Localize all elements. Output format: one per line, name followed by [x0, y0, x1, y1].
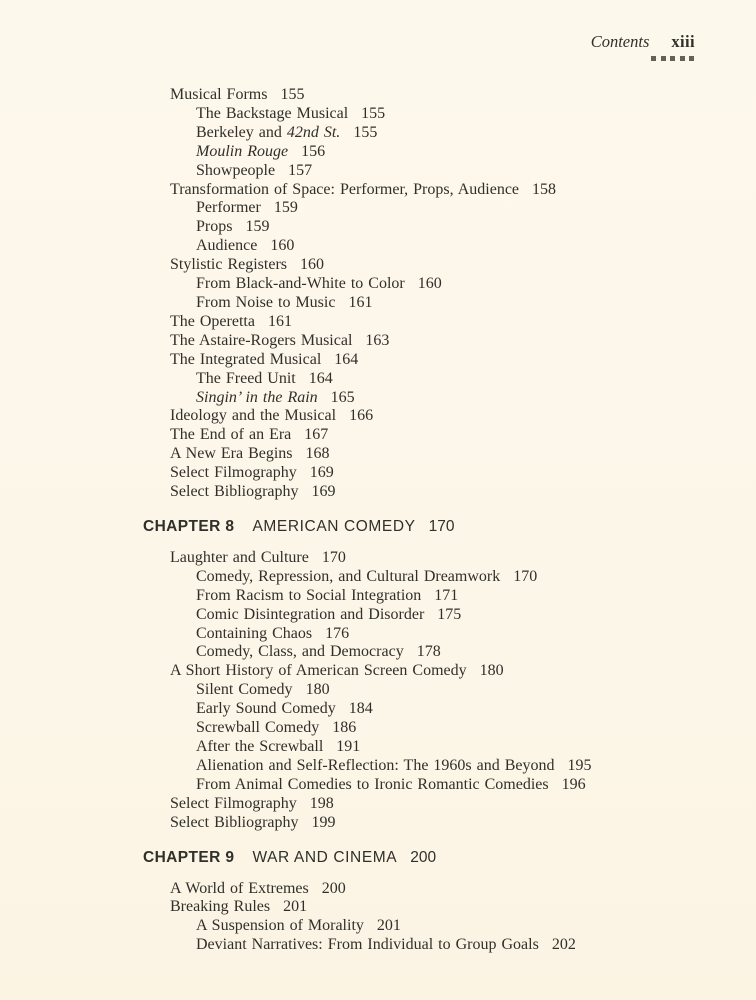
toc-entry	[143, 407, 715, 426]
entry-title	[196, 757, 555, 774]
entry-page-number: 176	[325, 624, 350, 642]
folio-page-number: xiii	[671, 32, 695, 51]
entry-title	[170, 332, 352, 349]
entry-title	[196, 237, 257, 254]
entry-title-segment: Performer	[196, 199, 261, 217]
toc-entry	[143, 738, 715, 757]
toc-entry	[143, 936, 715, 955]
chapter-page-number: 170	[428, 517, 455, 535]
entry-title-segment: Select Filmography	[170, 464, 297, 482]
entry-title-segment: Transformation of Space: Performer, Props, Audience	[170, 180, 520, 198]
entry-page-number: 155	[280, 86, 305, 103]
entry-page-number: 175	[437, 605, 462, 623]
entry-page-number: 160	[417, 275, 442, 293]
chapter-label: CHAPTER 9	[143, 848, 235, 866]
entry-title-segment: Props	[196, 218, 233, 236]
toc-entry	[143, 162, 715, 181]
toc-entry	[143, 143, 715, 162]
entry-title-segment: The End of an Era	[170, 426, 292, 444]
entry-title-segment: Berkeley and	[196, 123, 287, 141]
chapter-title: AMERICAN COMEDY	[252, 517, 416, 535]
toc-entry	[143, 313, 715, 332]
entry-title-segment: After the Screwball	[196, 738, 324, 755]
toc-entry	[143, 181, 715, 200]
ornament-dot	[670, 56, 675, 61]
entry-title-segment: Select Bibliography	[170, 483, 299, 501]
entry-title	[170, 464, 297, 481]
entry-page-number: 155	[353, 123, 378, 141]
chapter-label: CHAPTER 8	[143, 517, 235, 535]
entry-page-number: 158	[532, 180, 557, 198]
entry-page-number: 170	[321, 548, 346, 566]
entry-page-number: 200	[321, 879, 346, 897]
entry-title	[170, 662, 467, 679]
entry-title	[196, 568, 500, 585]
toc-entry	[143, 587, 715, 606]
toc-entry	[143, 814, 715, 833]
ornament-dot	[680, 56, 685, 61]
entry-title	[196, 389, 318, 406]
entry-title	[170, 445, 293, 462]
entry-title	[170, 426, 291, 443]
toc-entry	[143, 795, 715, 814]
entry-title	[170, 880, 309, 897]
toc-entry	[143, 86, 715, 105]
entry-page-number: 159	[273, 199, 298, 217]
entry-title	[196, 587, 421, 604]
entry-title-segment: Musical Forms	[170, 86, 268, 103]
entry-title	[170, 256, 287, 273]
entry-title	[196, 143, 288, 160]
page-header	[591, 32, 695, 61]
entry-page-number: 155	[361, 104, 386, 122]
chapter-heading	[143, 848, 715, 868]
entry-title	[196, 700, 336, 717]
entry-title	[170, 181, 519, 198]
entry-page-number: 201	[283, 898, 308, 916]
entry-page-number: 195	[567, 756, 592, 774]
toc-list	[143, 86, 715, 955]
entry-page-number: 160	[270, 237, 295, 255]
entry-page-number: 169	[311, 483, 336, 501]
entry-title	[196, 719, 319, 736]
toc-entry	[143, 625, 715, 644]
toc-entry	[143, 370, 715, 389]
entry-page-number: 171	[434, 586, 459, 604]
entry-title-segment: The Integrated Musical	[170, 350, 322, 368]
entry-title	[170, 313, 255, 330]
entry-title-italic-segment: Moulin Rouge	[196, 142, 289, 160]
entry-page-number: 160	[300, 256, 324, 274]
toc-entry	[143, 917, 715, 936]
chapter-title: WAR AND CINEMA	[252, 848, 398, 866]
entry-title-italic-segment: 42nd St.	[286, 123, 341, 141]
entry-title	[196, 681, 293, 698]
entry-title	[196, 105, 348, 122]
entry-title-segment: Stylistic Registers	[170, 256, 287, 274]
entry-title	[170, 483, 299, 500]
toc-entry	[143, 294, 715, 313]
entry-title-segment: Early Sound Comedy	[196, 700, 336, 718]
entry-page-number: 164	[334, 350, 359, 368]
toc-entry	[143, 662, 715, 681]
entry-title	[196, 199, 261, 216]
entry-page-number: 156	[301, 142, 326, 160]
toc-entry	[143, 389, 715, 408]
entry-page-number: 196	[561, 775, 586, 793]
entry-page-number: 166	[349, 407, 374, 425]
entry-title	[196, 294, 335, 311]
entry-title-segment: A Short History of American Screen Comedy	[170, 662, 467, 680]
toc-entry	[143, 332, 715, 351]
entry-title-segment: The Operetta	[170, 312, 255, 330]
entry-title	[196, 275, 405, 292]
toc-entry	[143, 464, 715, 483]
entry-page-number: 180	[305, 681, 330, 699]
entry-title	[196, 738, 323, 755]
entry-title-segment: Laughter and Culture	[170, 548, 309, 566]
entry-page-number: 164	[308, 369, 333, 387]
toc-entry	[143, 199, 715, 218]
entry-page-number: 163	[365, 331, 390, 349]
entry-title-segment: Comedy, Repression, and Cultural Dreamwork	[196, 567, 501, 585]
toc-entry	[143, 719, 715, 738]
toc-entry	[143, 256, 715, 275]
entry-page-number: 201	[376, 917, 401, 935]
entry-title	[196, 370, 296, 387]
entry-title-segment: From Animal Comedies to Ironic Romantic Comedies	[196, 775, 549, 793]
entry-page-number: 157	[288, 161, 313, 179]
entry-page-number: 161	[348, 293, 373, 311]
toc-entry	[143, 700, 715, 719]
entry-title	[170, 795, 297, 812]
toc-entry	[143, 218, 715, 237]
toc-entry	[143, 549, 715, 568]
entry-title-segment: From Noise to Music	[196, 293, 336, 311]
toc-entry	[143, 426, 715, 445]
entry-page-number: 202	[551, 936, 576, 954]
entry-title	[196, 162, 275, 179]
entry-page-number: 168	[305, 445, 330, 463]
entry-title	[196, 776, 549, 793]
entry-title	[196, 936, 539, 953]
toc-entry	[143, 757, 715, 776]
entry-title	[196, 643, 404, 660]
entry-title	[170, 351, 321, 368]
entry-title	[170, 898, 270, 915]
running-title: Contents	[590, 32, 650, 51]
entry-page-number: 180	[479, 662, 504, 680]
entry-page-number: 170	[513, 567, 538, 585]
chapter-heading	[143, 517, 715, 537]
toc-entry	[143, 643, 715, 662]
entry-title	[196, 917, 364, 934]
entry-page-number: 159	[245, 218, 270, 236]
toc-entry	[143, 105, 715, 124]
toc-entry	[143, 606, 715, 625]
entry-title	[170, 86, 267, 103]
entry-title	[170, 407, 336, 424]
entry-page-number: 199	[311, 813, 336, 831]
toc-entry	[143, 898, 715, 917]
entry-page-number: 169	[309, 464, 334, 482]
entry-title-segment: Breaking Rules	[170, 898, 271, 916]
entry-title	[196, 606, 424, 623]
entry-page-number: 198	[309, 794, 334, 812]
entry-title-segment: Alienation and Self-Reflection: The 1960s and Beyond	[196, 756, 555, 774]
entry-title-segment: A World of Extremes	[170, 879, 309, 897]
header-line	[591, 32, 695, 52]
entry-title	[196, 218, 232, 235]
toc-entry	[143, 124, 715, 143]
entry-title	[170, 549, 309, 566]
entry-title-segment: Audience	[196, 237, 258, 255]
entry-title-segment: Ideology and the Musical	[170, 407, 337, 425]
entry-page-number: 186	[332, 719, 357, 737]
entry-title-segment: Showpeople	[196, 161, 276, 179]
entry-page-number: 184	[348, 700, 373, 718]
entry-title	[196, 625, 312, 642]
ornament-dot	[651, 56, 656, 61]
entry-page-number: 161	[267, 312, 292, 330]
entry-title-segment: From Racism to Social Integration	[196, 586, 422, 604]
entry-title	[170, 814, 299, 831]
entry-title-segment: A New Era Begins	[170, 445, 293, 463]
ornament-dot	[661, 56, 666, 61]
toc-entry	[143, 483, 715, 502]
toc-entry	[143, 351, 715, 370]
toc-entry	[143, 237, 715, 256]
entry-title-segment: Deviant Narratives: From Individual to Group Goals	[196, 936, 539, 954]
entry-title-segment: The Astaire-Rogers Musical	[170, 331, 353, 349]
toc-entry	[143, 275, 715, 294]
toc-entry	[143, 776, 715, 795]
entry-title-segment: Comic Disintegration and Disorder	[196, 605, 425, 623]
entry-title-segment: Containing Chaos	[196, 624, 313, 642]
entry-page-number: 167	[304, 426, 329, 444]
entry-title-segment: Screwball Comedy	[196, 719, 320, 737]
toc-entry	[143, 568, 715, 587]
entry-title-segment: The Backstage Musical	[196, 104, 349, 122]
entry-title-segment: Comedy, Class, and Democracy	[196, 643, 404, 661]
toc-entry	[143, 681, 715, 700]
entry-title-segment: From Black-and-White to Color	[196, 275, 405, 293]
dots-ornament	[591, 56, 695, 61]
chapter-page-number: 200	[410, 848, 437, 866]
entry-title-segment: A Suspension of Morality	[196, 917, 364, 935]
entry-title-segment: The Freed Unit	[196, 369, 296, 387]
entry-title-segment: Select Filmography	[170, 794, 297, 812]
entry-page-number: 178	[416, 643, 441, 661]
entry-title-segment: Select Bibliography	[170, 813, 299, 831]
toc-entry	[143, 880, 715, 899]
entry-page-number: 191	[336, 738, 361, 755]
entry-title-italic-segment: Singin’ in the Rain	[196, 388, 318, 406]
toc-entry	[143, 445, 715, 464]
ornament-dot	[689, 56, 694, 61]
entry-title	[196, 124, 340, 141]
entry-page-number: 165	[330, 388, 355, 406]
entry-title-segment: Silent Comedy	[196, 681, 293, 699]
